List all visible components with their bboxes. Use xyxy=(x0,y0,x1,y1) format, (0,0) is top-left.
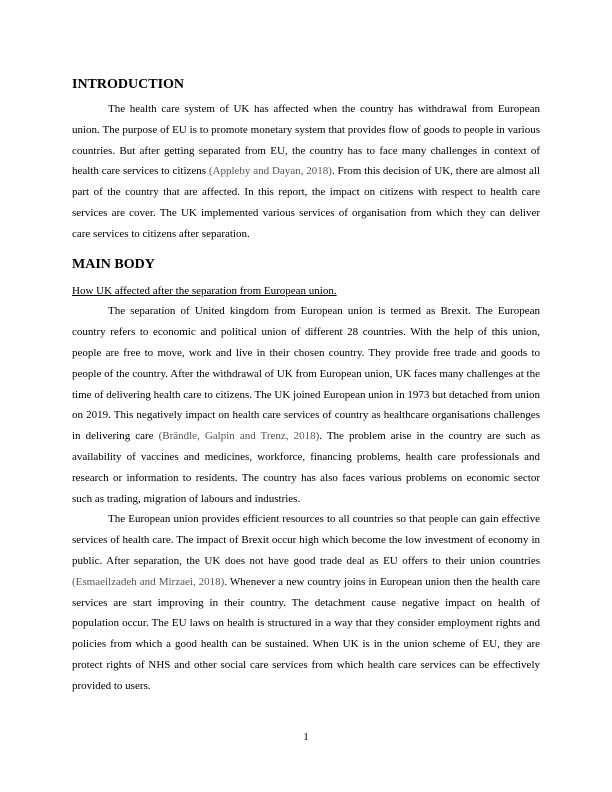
document-page xyxy=(72,76,540,697)
intro-text-part2: . From this decision of UK, there are almost all part of the country that are affected. In this report, the impact on citizens with respect to health care services are cover. The UK implemented various services of organisation from which they can deliver care services to citizens after separation. xyxy=(72,165,540,240)
introduction-paragraph xyxy=(72,99,540,245)
brexit-p1-text-part2: . The problem arise in the country are such as availability of vaccines and medicines, workforce, financing problems, health care professionals and research or information to residents. The country has also faces various problems on economic sector such as trading, migration of labours and industries. xyxy=(72,430,540,505)
brexit-p2-text-part2: . Whenever a new country joins in European union then the health care services are start improving in their country. The detachment cause negative impact on health of population occur. The EU laws on health is structured in a way that they consider employment rights and policies from which a good health can be sustained. When UK is in the union scheme of EU, they are protect rights of NHS and other social care services from which health care services can be effectively provided to users. xyxy=(72,575,540,692)
introduction-heading: INTRODUCTION xyxy=(72,77,185,92)
brexit-p2-text-part1: The European union provides efficient resources to all countries so that people can gain effective services of health care. The impact of Brexit occur high which become the low investment of economy in public. After separation, the UK does not have good trade deal as EU offers to their union countries xyxy=(72,513,540,567)
brexit-p1-text-part1: The separation of United kingdom from European union is termed as Brexit. The European country refers to economic and political union of different 28 countries. With the help of this union, people are free to move, work and live in their chosen country. They provide free trade and goods to people of the country. After the withdrawal of UK from European union, UK faces many challenges at the time of delivering health care to citizens. The UK joined European union in 1973 but detached from union on 2019. This negatively impact on health care services of country as healthcare organisations challenges in delivering care xyxy=(72,305,540,443)
page-number: 1 xyxy=(303,731,309,743)
main-body-heading: MAIN BODY xyxy=(72,256,155,272)
brexit-paragraph-2 xyxy=(72,509,540,696)
intro-text-part1: The health care system of UK has affected when the country has withdrawal from European union. The purpose of EU is to promote monetary system that provides flow of goods to people in various countries. But after getting separated from EU, the country has to face many challenges in context of health care services to citizens xyxy=(72,103,540,178)
citation-brandle-galpin-trenz: (Brändle, Galpin and Trenz, 2018) xyxy=(158,430,320,443)
brexit-subheading: How UK affected after the separation from European union. xyxy=(72,284,337,297)
citation-appleby-dayan: (Appleby and Dayan, 2018) xyxy=(208,165,332,178)
brexit-paragraph-1 xyxy=(72,301,540,509)
citation-esmaeilzadeh-mirzaei: (Esmaeilzadeh and Mirzaei, 2018) xyxy=(72,575,225,588)
